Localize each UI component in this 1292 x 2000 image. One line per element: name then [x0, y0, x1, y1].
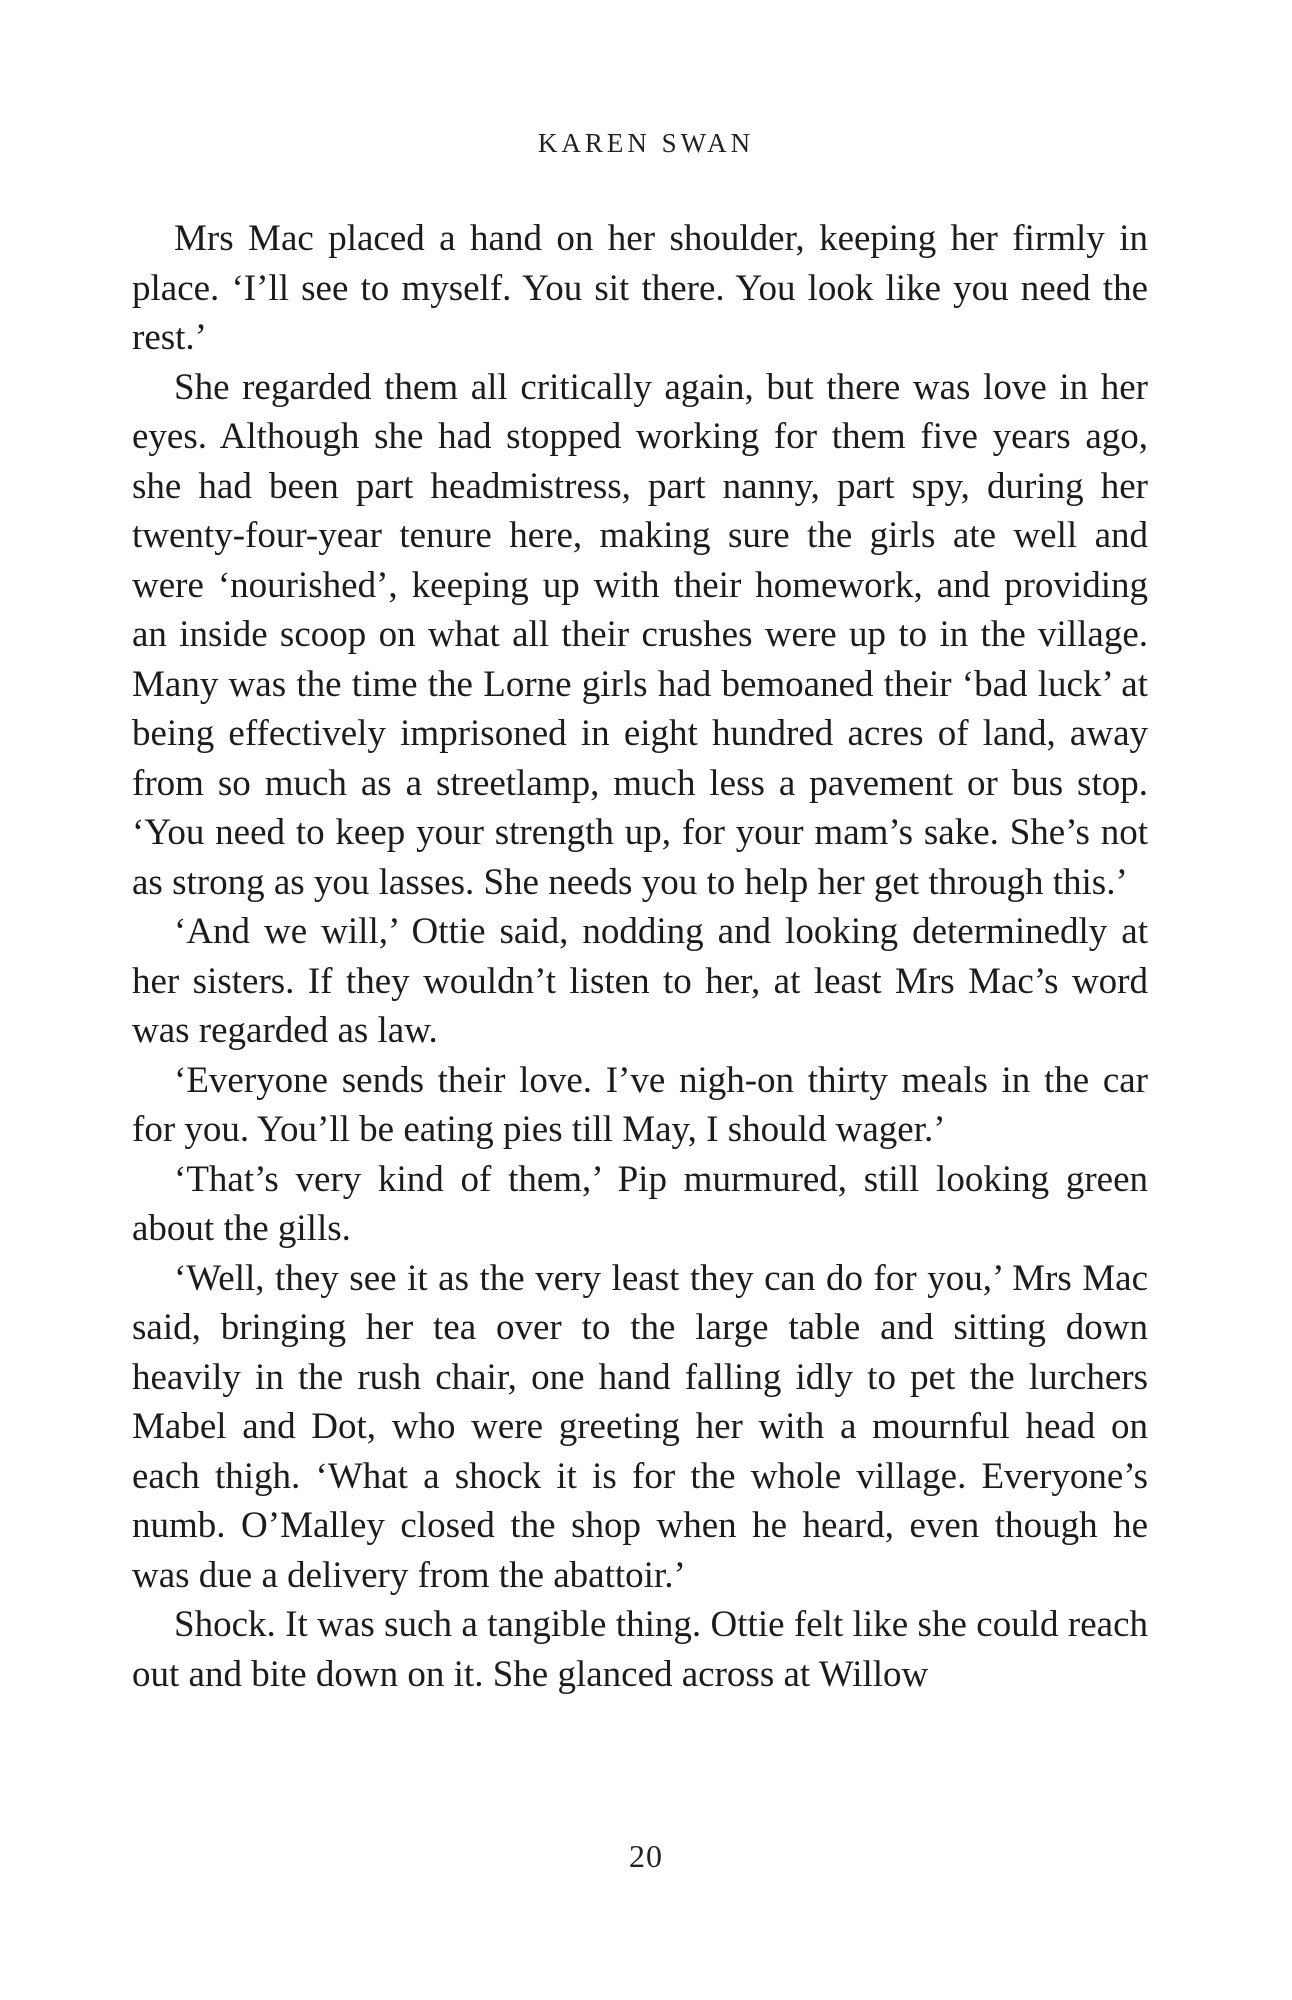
paragraph: Shock. It was such a tangible thing. Ottie felt like she could reach out and bite down on it. She glanced across at Willow	[132, 1604, 1148, 1695]
body-text	[132, 214, 1148, 1699]
paragraph: ‘That’s very kind of them,’ Pip murmured, still looking green about the gills.	[132, 1158, 1148, 1249]
page-number: 20	[629, 1838, 663, 1874]
paragraph: ‘Everyone sends their love. I’ve nigh-on thirty meals in the car for you. You’ll be eating pies till May, I should wager.’	[132, 1059, 1148, 1150]
paragraph: ‘And we will,’ Ottie said, nodding and looking determinedly at her sisters. If they wouldn’t listen to her, at least Mrs Mac’s word was regarded as law.	[132, 911, 1148, 1051]
running-head: KAREN SWAN	[537, 128, 755, 158]
paragraph: ‘Well, they see it as the very least they can do for you,’ Mrs Mac said, bringing her tea over to the large table and sitting down heavily in the rush chair, one hand falling idly to pet the lurchers Mabel and Dot, who were greeting her with a mournful head on each thigh. ‘What a shock it is for the whole village. Everyone’s numb. O’Malley closed the shop when he heard, even though he was due a delivery from the abattoir.’	[132, 1257, 1148, 1596]
paragraph: Mrs Mac placed a hand on her shoulder, keeping her firmly in place. ‘I’ll see to myself. You sit there. You look like you need the rest.’	[132, 218, 1148, 358]
paragraph: She regarded them all critically again, but there was love in her eyes. Although she had stopped working for them five years ago, she had been part headmistress, part nanny, part spy, during her twenty-four-year tenure here, making sure the girls ate well and were ‘nourished’, keeping up with their homework, and providing an inside scoop on what all their crushes were up to in the village. Many was the time the Lorne girls had bemoaned their ‘bad luck’ at being effectively imprisoned in eight hundred acres of land, away from so much as a streetlamp, much less a pavement or bus stop. ‘You need to keep your strength up, for your mam’s sake. She’s not as strong as you lasses. She needs you to help her get through this.’	[132, 366, 1148, 903]
